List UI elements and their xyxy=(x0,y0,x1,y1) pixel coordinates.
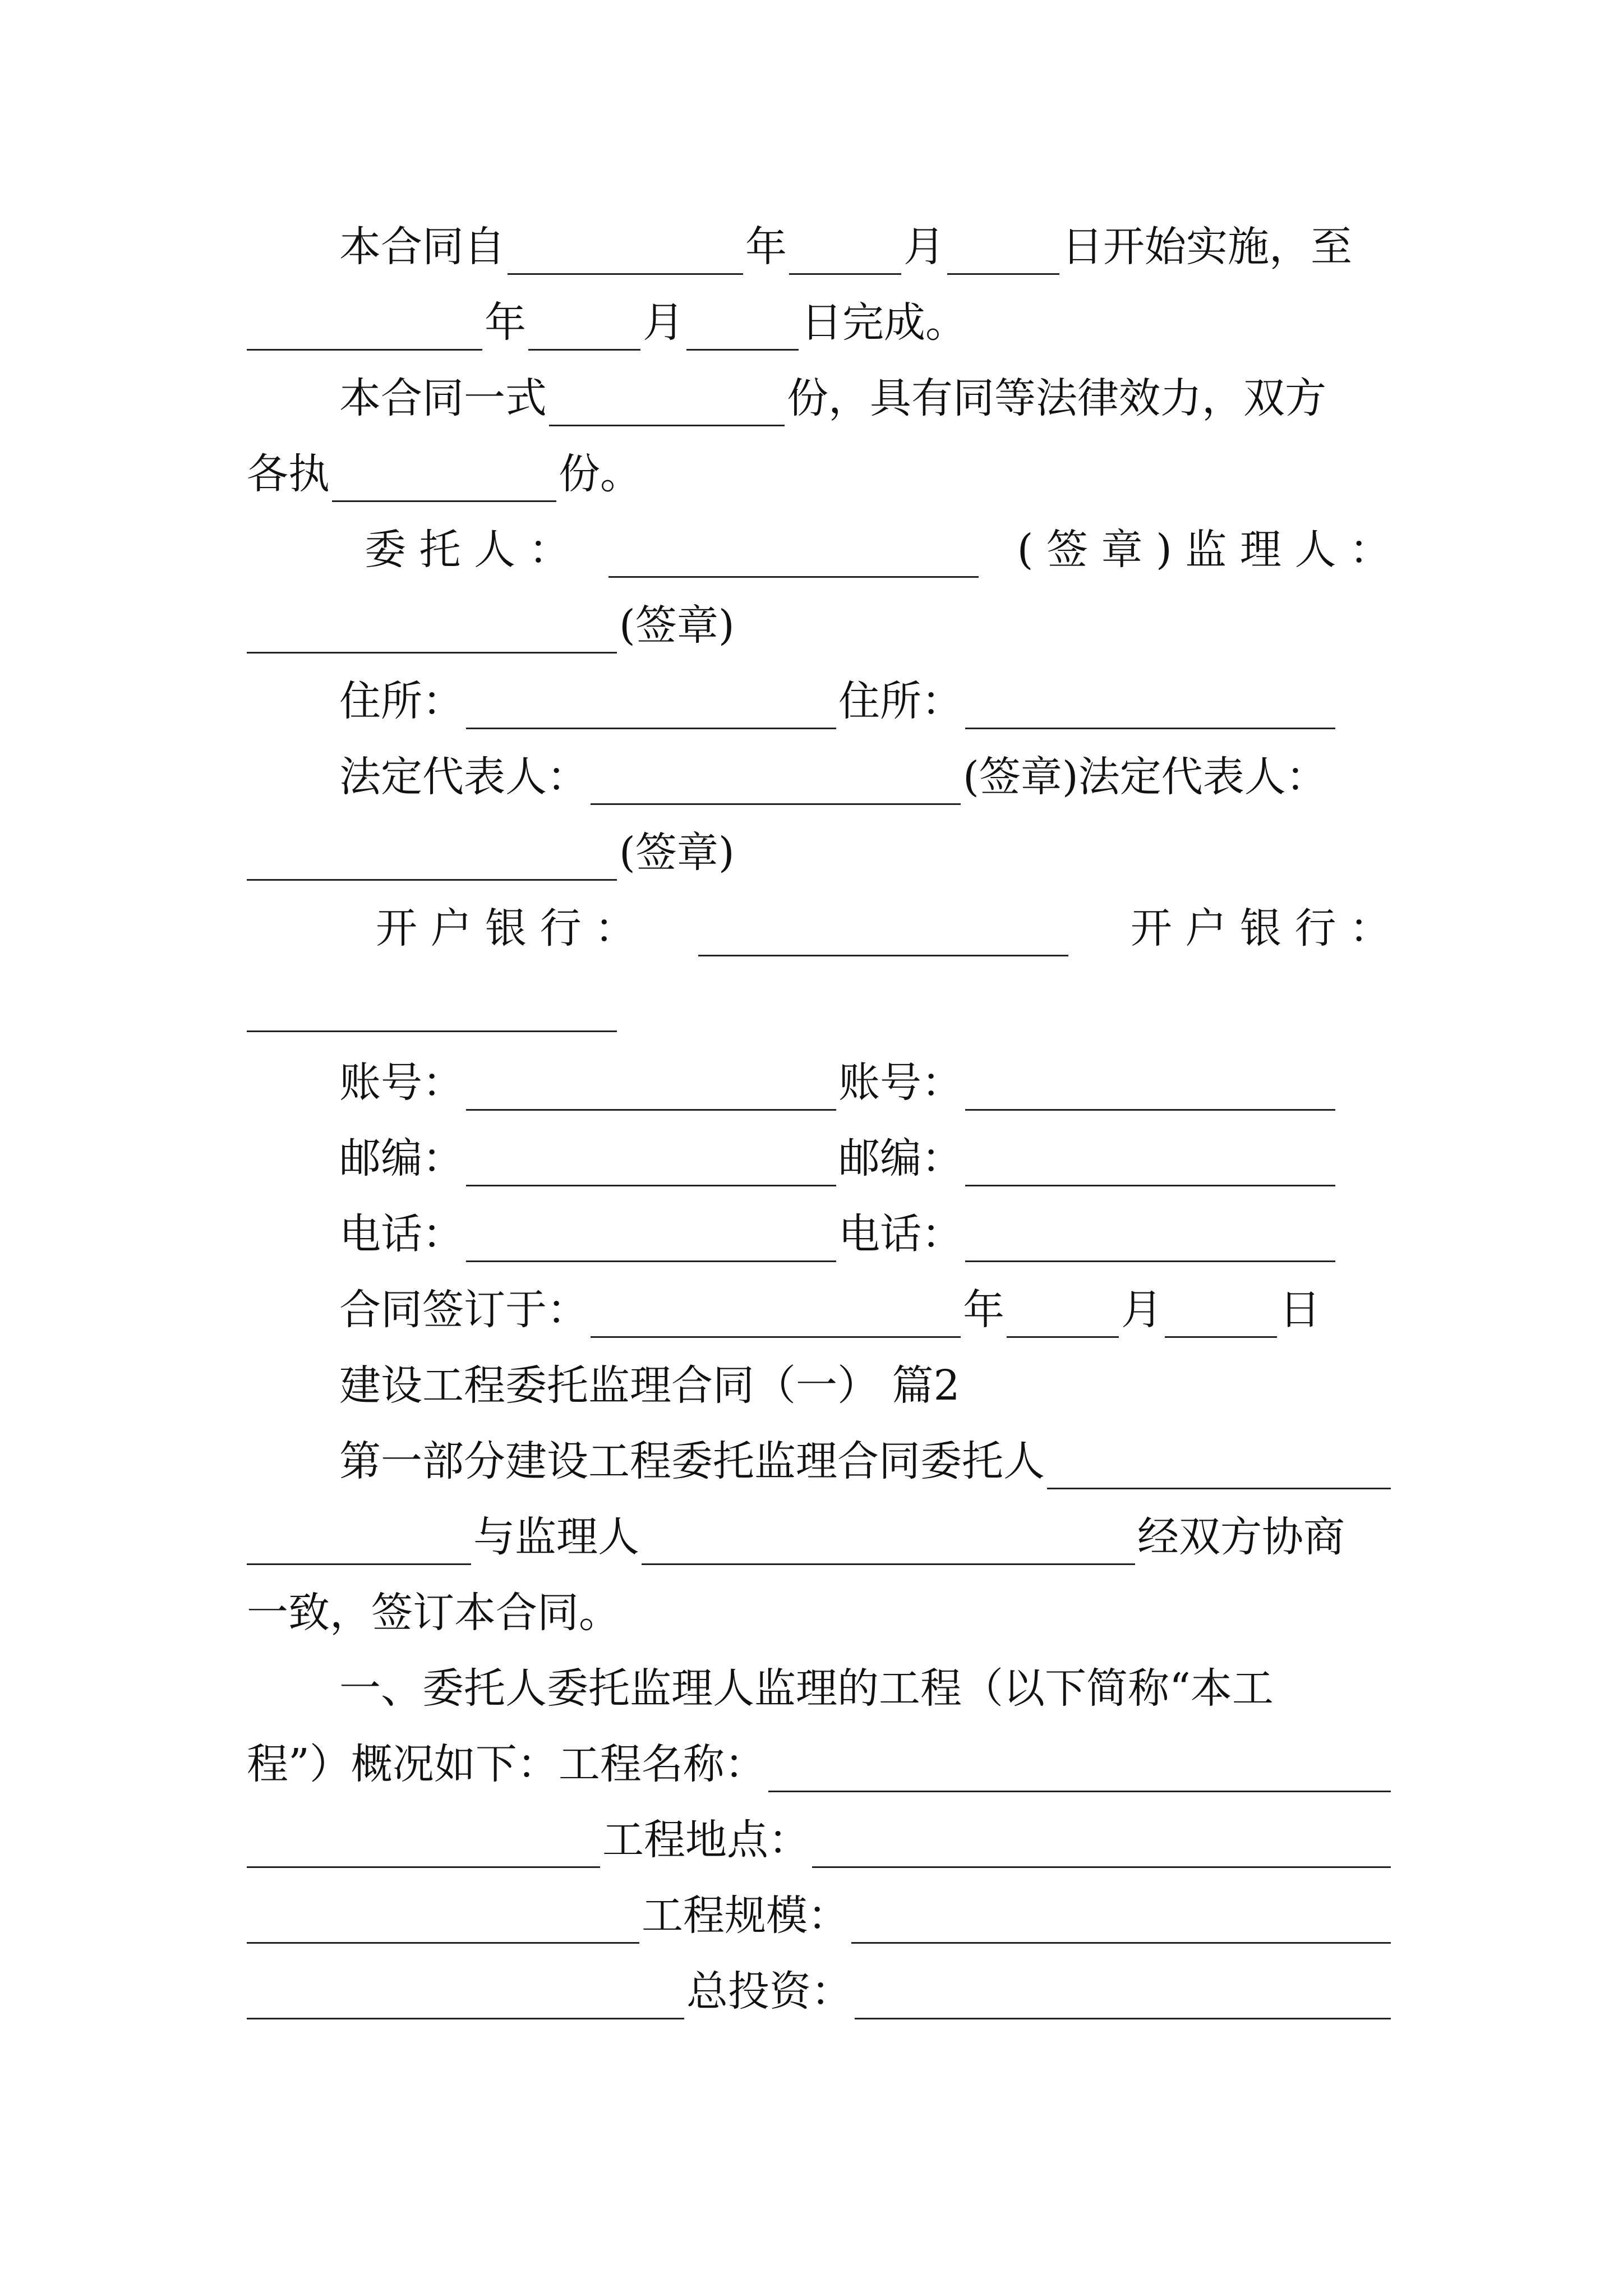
text: 经双方协商 xyxy=(1137,1513,1345,1561)
text: 月 xyxy=(643,298,684,347)
text: 本合同一式 xyxy=(339,374,547,422)
section-heading xyxy=(339,1358,1391,1414)
text: 年 xyxy=(745,223,787,271)
supervisor-name-line xyxy=(247,1509,1391,1565)
project-scale-blank[interactable] xyxy=(851,1903,1391,1944)
end-day-blank[interactable] xyxy=(686,310,799,351)
address-blank-1[interactable] xyxy=(466,688,836,729)
text: 委 托 人 ： xyxy=(365,526,570,574)
address-line xyxy=(339,673,1391,729)
end-year-blank[interactable] xyxy=(247,310,482,351)
part-one-line xyxy=(339,1433,1391,1489)
project-name-blank[interactable] xyxy=(768,1751,1391,1792)
year-blank[interactable] xyxy=(508,234,743,275)
signed-date-line xyxy=(339,1282,1391,1338)
text: 邮编： xyxy=(339,1134,464,1182)
copies-blank[interactable] xyxy=(549,385,785,426)
text: 住所： xyxy=(838,677,963,725)
text: 一致，签订本合同。 xyxy=(247,1589,620,1637)
project-location-blank-cont[interactable] xyxy=(247,1903,639,1944)
supervisor-sign-line xyxy=(247,597,1391,654)
postcode-blank-2[interactable] xyxy=(965,1145,1335,1186)
project-location-blank[interactable] xyxy=(812,1827,1391,1868)
month-blank[interactable] xyxy=(789,234,901,275)
clause-one-line xyxy=(339,1660,1391,1717)
heading-text: 建设工程委托监理合同（一） 篇2 xyxy=(339,1361,960,1410)
copies-line-1 xyxy=(339,370,1391,426)
principal-blank[interactable] xyxy=(608,537,979,578)
signed-day-blank[interactable] xyxy=(1165,1297,1277,1338)
text: 年 xyxy=(485,298,526,347)
bank-blank-line xyxy=(247,976,1391,1032)
text: 日开始实施，至 xyxy=(1062,223,1352,271)
day-blank[interactable] xyxy=(947,234,1059,275)
contract-period-line-1 xyxy=(339,219,1391,275)
text: 月 xyxy=(1121,1286,1163,1334)
text: 开 户 银 行 ： xyxy=(1130,904,1391,953)
phone-blank-1[interactable] xyxy=(466,1221,836,1262)
text: 第一部分建设工程委托监理合同委托人 xyxy=(339,1437,1045,1485)
project-name-line xyxy=(247,1736,1391,1792)
text: 一、委托人委托监理人监理的工程（以下简称“本工 xyxy=(339,1664,1274,1713)
text: 住所： xyxy=(339,677,464,725)
text: 工程规模： xyxy=(642,1892,849,1940)
total-investment-blank[interactable] xyxy=(855,1978,1391,2019)
text: 工程地点： xyxy=(602,1816,810,1864)
principal-supervisor-line xyxy=(365,522,1391,578)
project-name-blank-cont[interactable] xyxy=(247,1827,600,1868)
signed-year-blank[interactable] xyxy=(591,1297,961,1338)
signed-month-blank[interactable] xyxy=(1007,1297,1119,1338)
phone-blank-2[interactable] xyxy=(965,1221,1335,1262)
postcode-blank-1[interactable] xyxy=(466,1145,836,1186)
legal-rep-blank-1[interactable] xyxy=(591,764,961,805)
text: 合同签订于： xyxy=(339,1286,588,1334)
project-location-line xyxy=(247,1812,1391,1868)
text: 各执 xyxy=(247,450,330,498)
account-line xyxy=(339,1055,1391,1111)
legal-rep-line xyxy=(339,749,1391,805)
text: 年 xyxy=(963,1286,1004,1334)
text: 本合同自 xyxy=(339,223,505,271)
text: 程”）概况如下：工程名称： xyxy=(247,1740,766,1788)
supervisor-blank[interactable] xyxy=(247,613,617,654)
bank-blank-1[interactable] xyxy=(698,915,1068,956)
text: (签章) xyxy=(619,601,735,650)
bank-blank-2[interactable] xyxy=(247,991,617,1032)
text: 日完成。 xyxy=(801,298,967,347)
project-scale-line xyxy=(247,1888,1391,1944)
text: 账号： xyxy=(838,1059,963,1107)
text: 邮编： xyxy=(838,1134,963,1182)
legal-rep-sign-line xyxy=(247,825,1391,881)
project-scale-blank-cont[interactable] xyxy=(247,1978,684,2019)
contract-period-line-2 xyxy=(247,295,1391,351)
supervisor-name-blank[interactable] xyxy=(642,1524,1135,1565)
text: 份，具有同等法律效力，双方 xyxy=(787,374,1326,422)
text: 电话： xyxy=(838,1210,963,1258)
total-investment-line xyxy=(247,1963,1391,2019)
account-blank-2[interactable] xyxy=(965,1070,1335,1111)
principal-name-blank-cont[interactable] xyxy=(247,1524,471,1565)
postcode-line xyxy=(339,1130,1391,1186)
text: 总投资： xyxy=(686,1967,852,2016)
phone-line xyxy=(339,1206,1391,1262)
principal-name-blank[interactable] xyxy=(1047,1448,1391,1489)
text: 份。 xyxy=(559,450,642,498)
text: 法定代表人： xyxy=(339,753,588,801)
each-copies-blank[interactable] xyxy=(332,461,556,502)
text: 账号： xyxy=(339,1059,464,1107)
end-month-blank[interactable] xyxy=(528,310,640,351)
legal-rep-blank-2[interactable] xyxy=(247,840,617,881)
text: 电话： xyxy=(339,1210,464,1258)
text: (签章) xyxy=(619,829,735,877)
text: 与监理人 xyxy=(473,1513,639,1561)
text: (签章)法定代表人： xyxy=(963,753,1327,801)
copies-line-2 xyxy=(247,446,1391,502)
text: 日 xyxy=(1279,1286,1321,1334)
bank-line xyxy=(376,900,1391,956)
agreement-line xyxy=(247,1585,1391,1641)
text: ( 签 章 ) 监 理 人 ： xyxy=(1017,526,1391,574)
address-blank-2[interactable] xyxy=(965,688,1335,729)
account-blank-1[interactable] xyxy=(466,1070,836,1111)
text: 月 xyxy=(903,223,945,271)
text: 开 户 银 行 ： xyxy=(376,904,637,953)
